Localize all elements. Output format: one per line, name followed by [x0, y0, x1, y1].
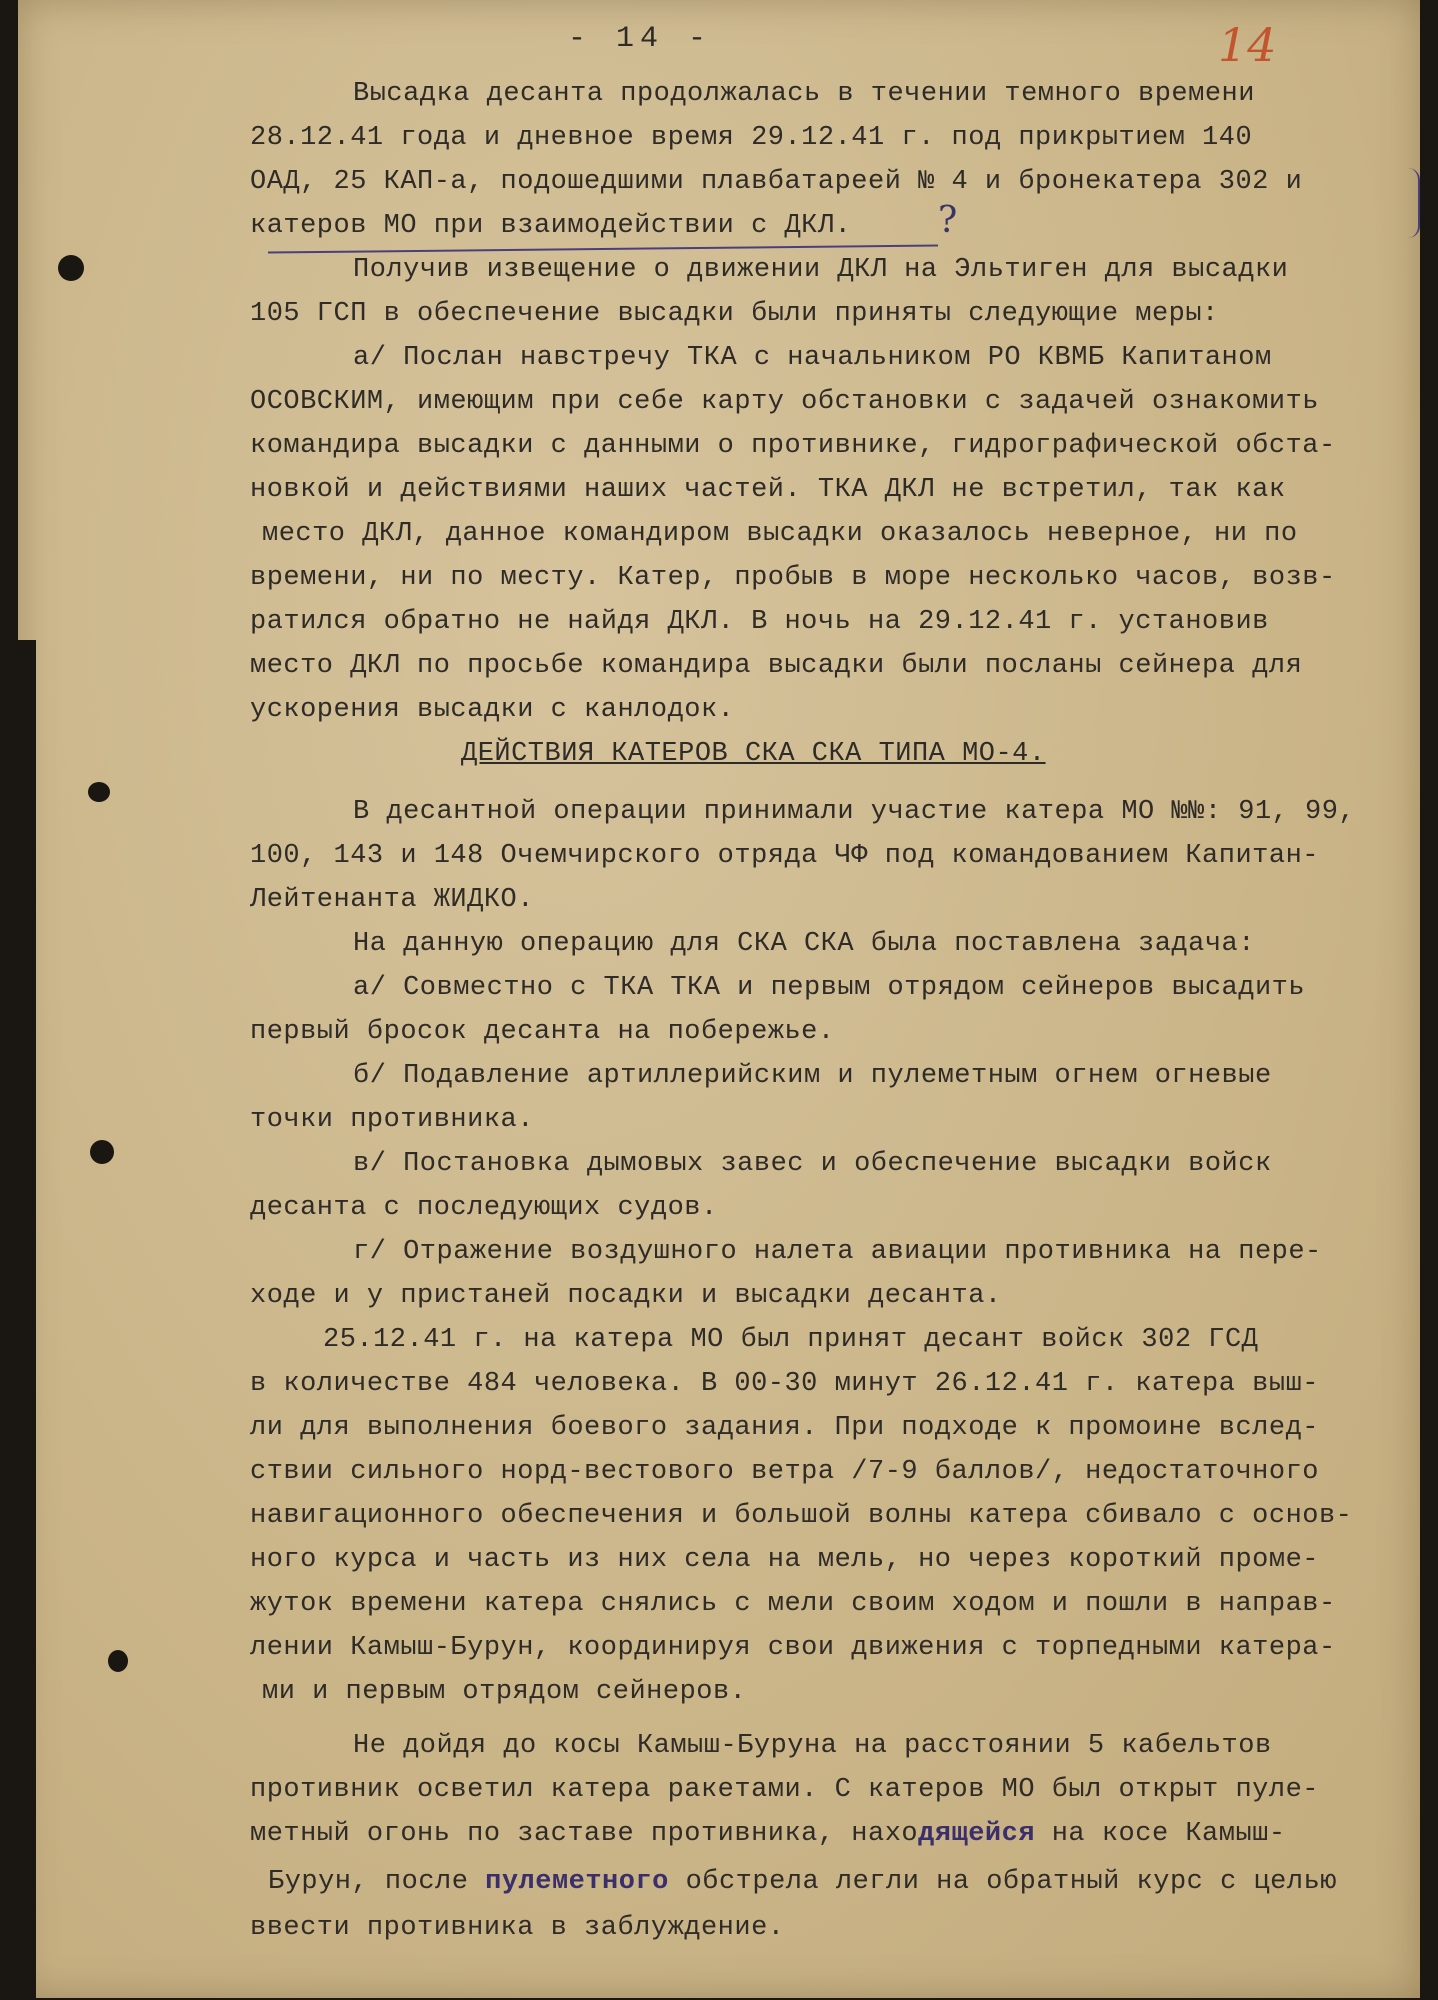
- text-line: [268, 1866, 1337, 1898]
- text-line: Не дойдя до косы Камыш-Буруна на расстоянии 5 кабельтов: [353, 1731, 1272, 1761]
- page-number: - 14 -: [568, 22, 713, 56]
- binding-hole: [90, 1140, 114, 1164]
- text-line: ли для выполнения боевого задания. При подходе к промоине вслед-: [250, 1413, 1319, 1443]
- text-line: ратился обратно не найдя ДКЛ. В ночь на 29.12.41 г. установив: [250, 607, 1269, 637]
- text-line: Получив извещение о движении ДКЛ на Эльтиген для высадки: [353, 255, 1289, 285]
- pen-bracket: [1408, 168, 1420, 238]
- text-line: Лейтенанта ЖИДКО.: [250, 885, 534, 915]
- torn-edge: [18, 640, 36, 2000]
- text-line: а/ Послан навстречу ТКА с начальником РО КВМБ Капитаном: [353, 343, 1272, 373]
- text-fragment: Бурун, после: [268, 1867, 469, 1897]
- text-fragment: метный огонь по заставе противника, нахо: [250, 1819, 919, 1849]
- text-line: 100, 143 и 148 Очемчирского отряда ЧФ под командованием Капитан-: [250, 841, 1319, 871]
- binding-hole: [108, 1650, 128, 1672]
- text-line: точки противника.: [250, 1105, 534, 1135]
- text-line: новкой и действиями наших частей. ТКА ДКЛ не встретил, так как: [250, 475, 1286, 505]
- text-line: ускорения высадки с канлодок.: [250, 695, 735, 725]
- text-line: жуток времени катера снялись с мели своим ходом и пошли в направ-: [250, 1589, 1336, 1619]
- section-heading: ДЕЙСТВИЯ КАТЕРОВ СКА СКА ТИПА МО-4.: [461, 739, 1046, 769]
- text-line: командира высадки с данными о противнике, гидрографической обста-: [250, 431, 1336, 461]
- text-line: г/ Отражение воздушного налета авиации противника на пере-: [353, 1237, 1322, 1267]
- text-line: в/ Постановка дымовых завес и обеспечение высадки войск: [353, 1149, 1272, 1179]
- text-fragment: обстрела легли на обратный курс с целью: [685, 1867, 1337, 1897]
- text-line: б/ Подавление артиллерийским и пулеметным огнем огневые: [353, 1061, 1272, 1091]
- text-line: место ДКЛ по просьбе командира высадки были посланы сейнера для: [250, 651, 1303, 681]
- text-line: ввести противника в заблуждение.: [250, 1913, 785, 1943]
- text-line: 105 ГСП в обеспечение высадки были приняты следующие меры:: [250, 299, 1219, 329]
- pen-underline: [268, 244, 938, 253]
- text-line: [250, 1818, 1286, 1850]
- text-line: навигационного обеспечения и большой волны катера сбивало с основ-: [250, 1501, 1353, 1531]
- text-line: катеров МО при взаимодействии с ДКЛ.: [250, 211, 852, 241]
- text-line: а/ Совместно с ТКА ТКА и первым отрядом сейнеров высадить: [353, 973, 1306, 1003]
- text-line: ми и первым отрядом сейнеров.: [262, 1677, 747, 1707]
- page-number-handwritten: 14: [1218, 18, 1277, 72]
- text-line: место ДКЛ, данное командиром высадки оказалось неверное, ни по: [262, 519, 1298, 549]
- text-line: 28.12.41 года и дневное время 29.12.41 г. под прикрытием 140: [250, 123, 1253, 153]
- binding-hole: [88, 782, 110, 802]
- text-line: ного курса и часть из них села на мель, но через короткий проме-: [250, 1545, 1319, 1575]
- text-line: На данную операцию для СКА СКА была поставлена задача:: [353, 929, 1255, 959]
- document-page: [18, 0, 1420, 1998]
- text-line: первый бросок десанта на побережье.: [250, 1017, 835, 1047]
- binding-hole: [58, 255, 84, 281]
- handwritten-correction: пулеметного: [485, 1867, 669, 1897]
- text-line: десанта с последующих судов.: [250, 1193, 718, 1223]
- text-line: времени, ни по месту. Катер, пробыв в море несколько часов, возв-: [250, 563, 1336, 593]
- text-line: ОАД, 25 КАП-а, подошедшими плавбатареей № 4 и бронекатера 302 и: [250, 167, 1303, 197]
- handwritten-question-mark: ?: [938, 200, 958, 241]
- text-line: в количестве 484 человека. В 00-30 минут 26.12.41 г. катера выш-: [250, 1369, 1319, 1399]
- text-line: ходе и у пристаней посадки и высадки десанта.: [250, 1281, 1002, 1311]
- text-line: противник осветил катера ракетами. С катеров МО был открыт пуле-: [250, 1775, 1319, 1805]
- text-line: 25.12.41 г. на катера МО был принят десант войск 302 ГСД: [323, 1325, 1259, 1355]
- text-line: Высадка десанта продолжалась в течении темного времени: [353, 79, 1255, 109]
- text-line: ОСОВСКИМ, имеющим при себе карту обстановки с задачей ознакомить: [250, 387, 1319, 417]
- text-line: ствии сильного норд-вестового ветра /7-9 баллов/, недостаточного: [250, 1457, 1319, 1487]
- text-fragment: на косе Камыш-: [1051, 1819, 1286, 1849]
- text-line: лении Камыш-Бурун, координируя свои движения с торпедными катера-: [250, 1633, 1336, 1663]
- handwritten-correction: дящейся: [918, 1819, 1036, 1849]
- text-line: В десантной операции принимали участие катера МО №№: 91, 99,: [353, 797, 1356, 827]
